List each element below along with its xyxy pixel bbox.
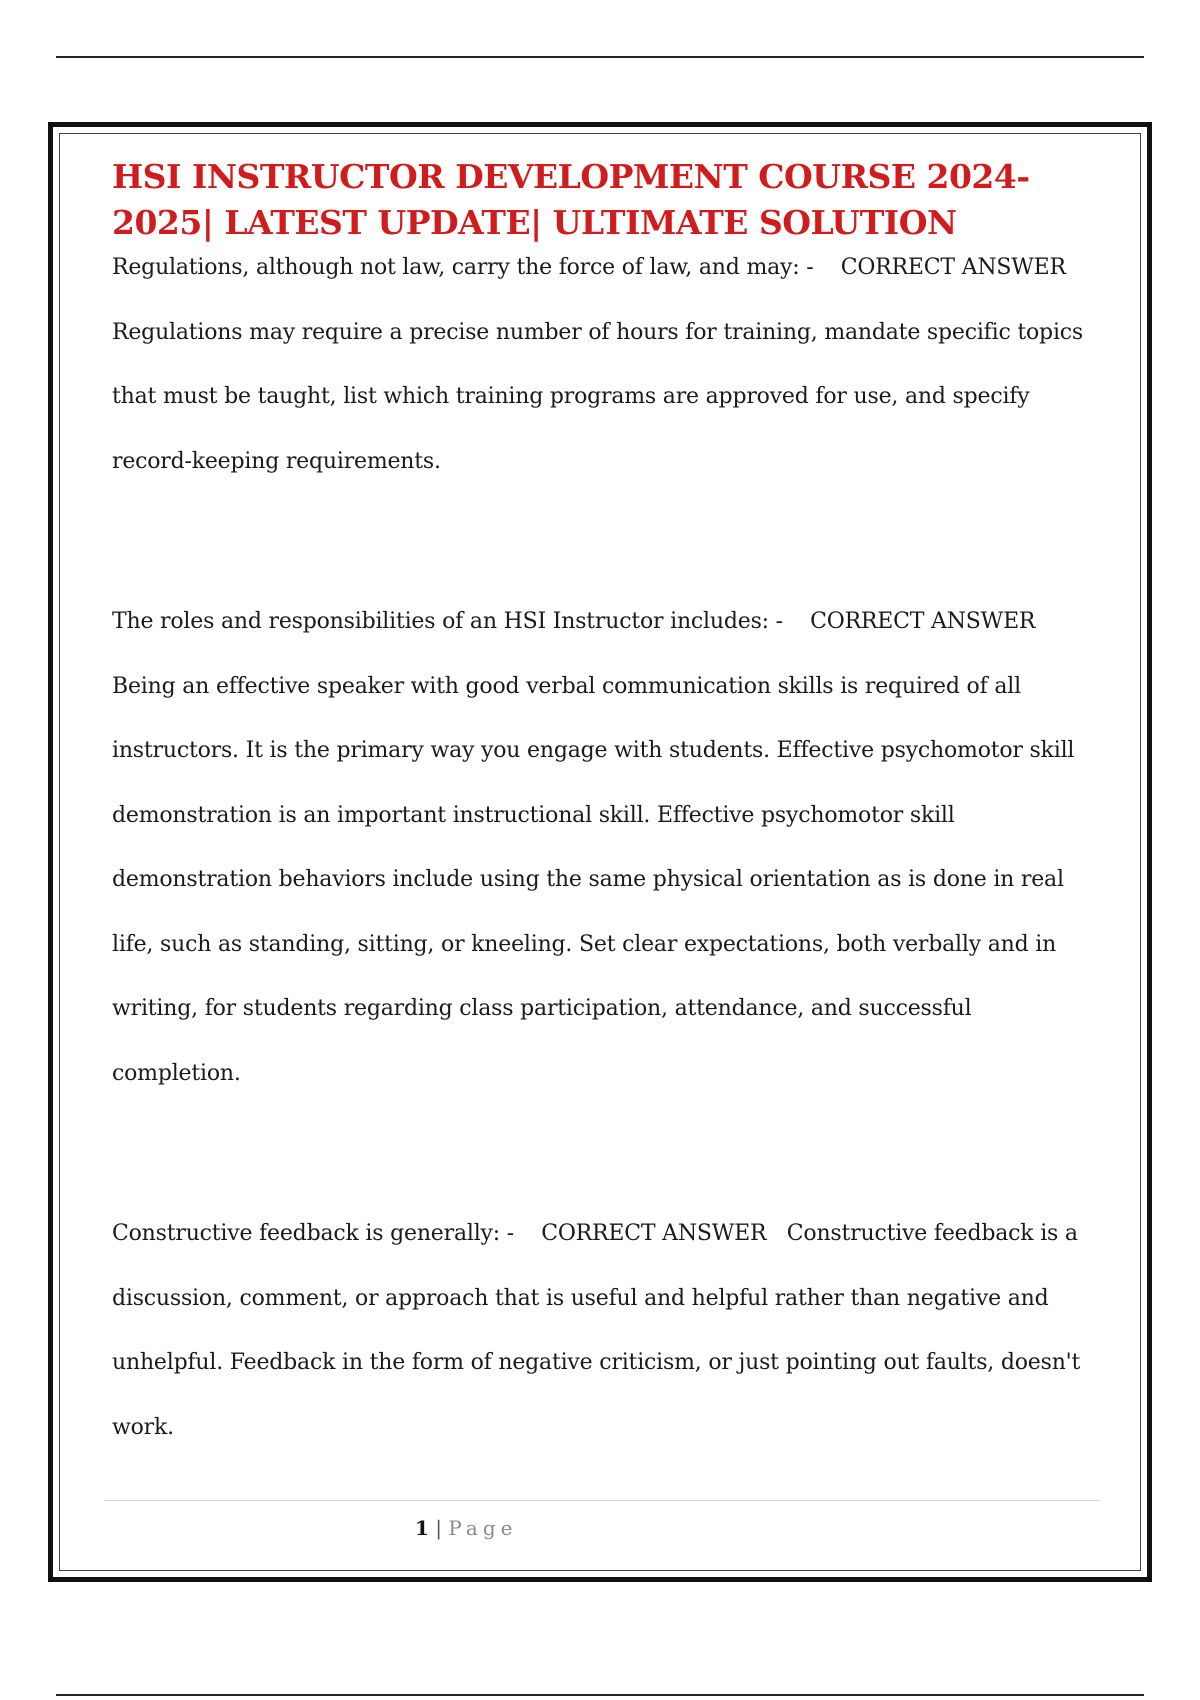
qa-item <box>112 1202 1102 1460</box>
answer-tag: CORRECT ANSWER <box>541 1221 767 1246</box>
question-text: Regulations, although not law, carry the force of law, and may: - <box>112 255 814 280</box>
question-text: Constructive feedback is generally: - <box>112 1221 514 1246</box>
footer-divider <box>104 1500 1100 1501</box>
answer-text: Being an effective speaker with good verbal communication skills is required of all instructors. It is the primary way you engage with students. Effective psychomotor skill demonstration is an important instructional skill. Effective psychomotor skill demonstration behaviors include using the same physical orientation as is done in real life, such as standing, sitting, or kneeling. Set clear expectations, both verbally and in writing, for students regarding class participation, attendance, and successful completion. <box>112 673 1075 1086</box>
qa-item <box>112 590 1102 1106</box>
page-separator: | <box>428 1516 449 1540</box>
qa-item <box>112 236 1102 494</box>
page-number: 1 <box>415 1516 429 1540</box>
answer-tag: CORRECT ANSWER <box>810 609 1036 634</box>
document-page <box>48 122 1152 1582</box>
question-text: The roles and responsibilities of an HSI Instructor includes: - <box>112 609 783 634</box>
page-content <box>112 154 1102 1460</box>
bottom-divider <box>56 1694 1144 1696</box>
document-title: HSI INSTRUCTOR DEVELOPMENT COURSE 2024-2025| LATEST UPDATE| ULTIMATE SOLUTION <box>112 157 1030 242</box>
page-footer <box>415 1516 518 1540</box>
answer-text: Constructive feedback is a discussion, comment, or approach that is useful and helpful rather than negative and unhelpful. Feedback in the form of negative criticism, or just pointing out faults, doesn't work. <box>112 1221 1081 1440</box>
top-divider <box>56 56 1144 58</box>
page-inner-border <box>59 133 1141 1571</box>
page-label: Page <box>448 1516 518 1540</box>
answer-tag: CORRECT ANSWER <box>840 255 1066 280</box>
answer-text: Regulations may require a precise number of hours for training, mandate specific topics that must be taught, list which training programs are approved for use, and specify record-keeping requirements. <box>112 319 1083 474</box>
